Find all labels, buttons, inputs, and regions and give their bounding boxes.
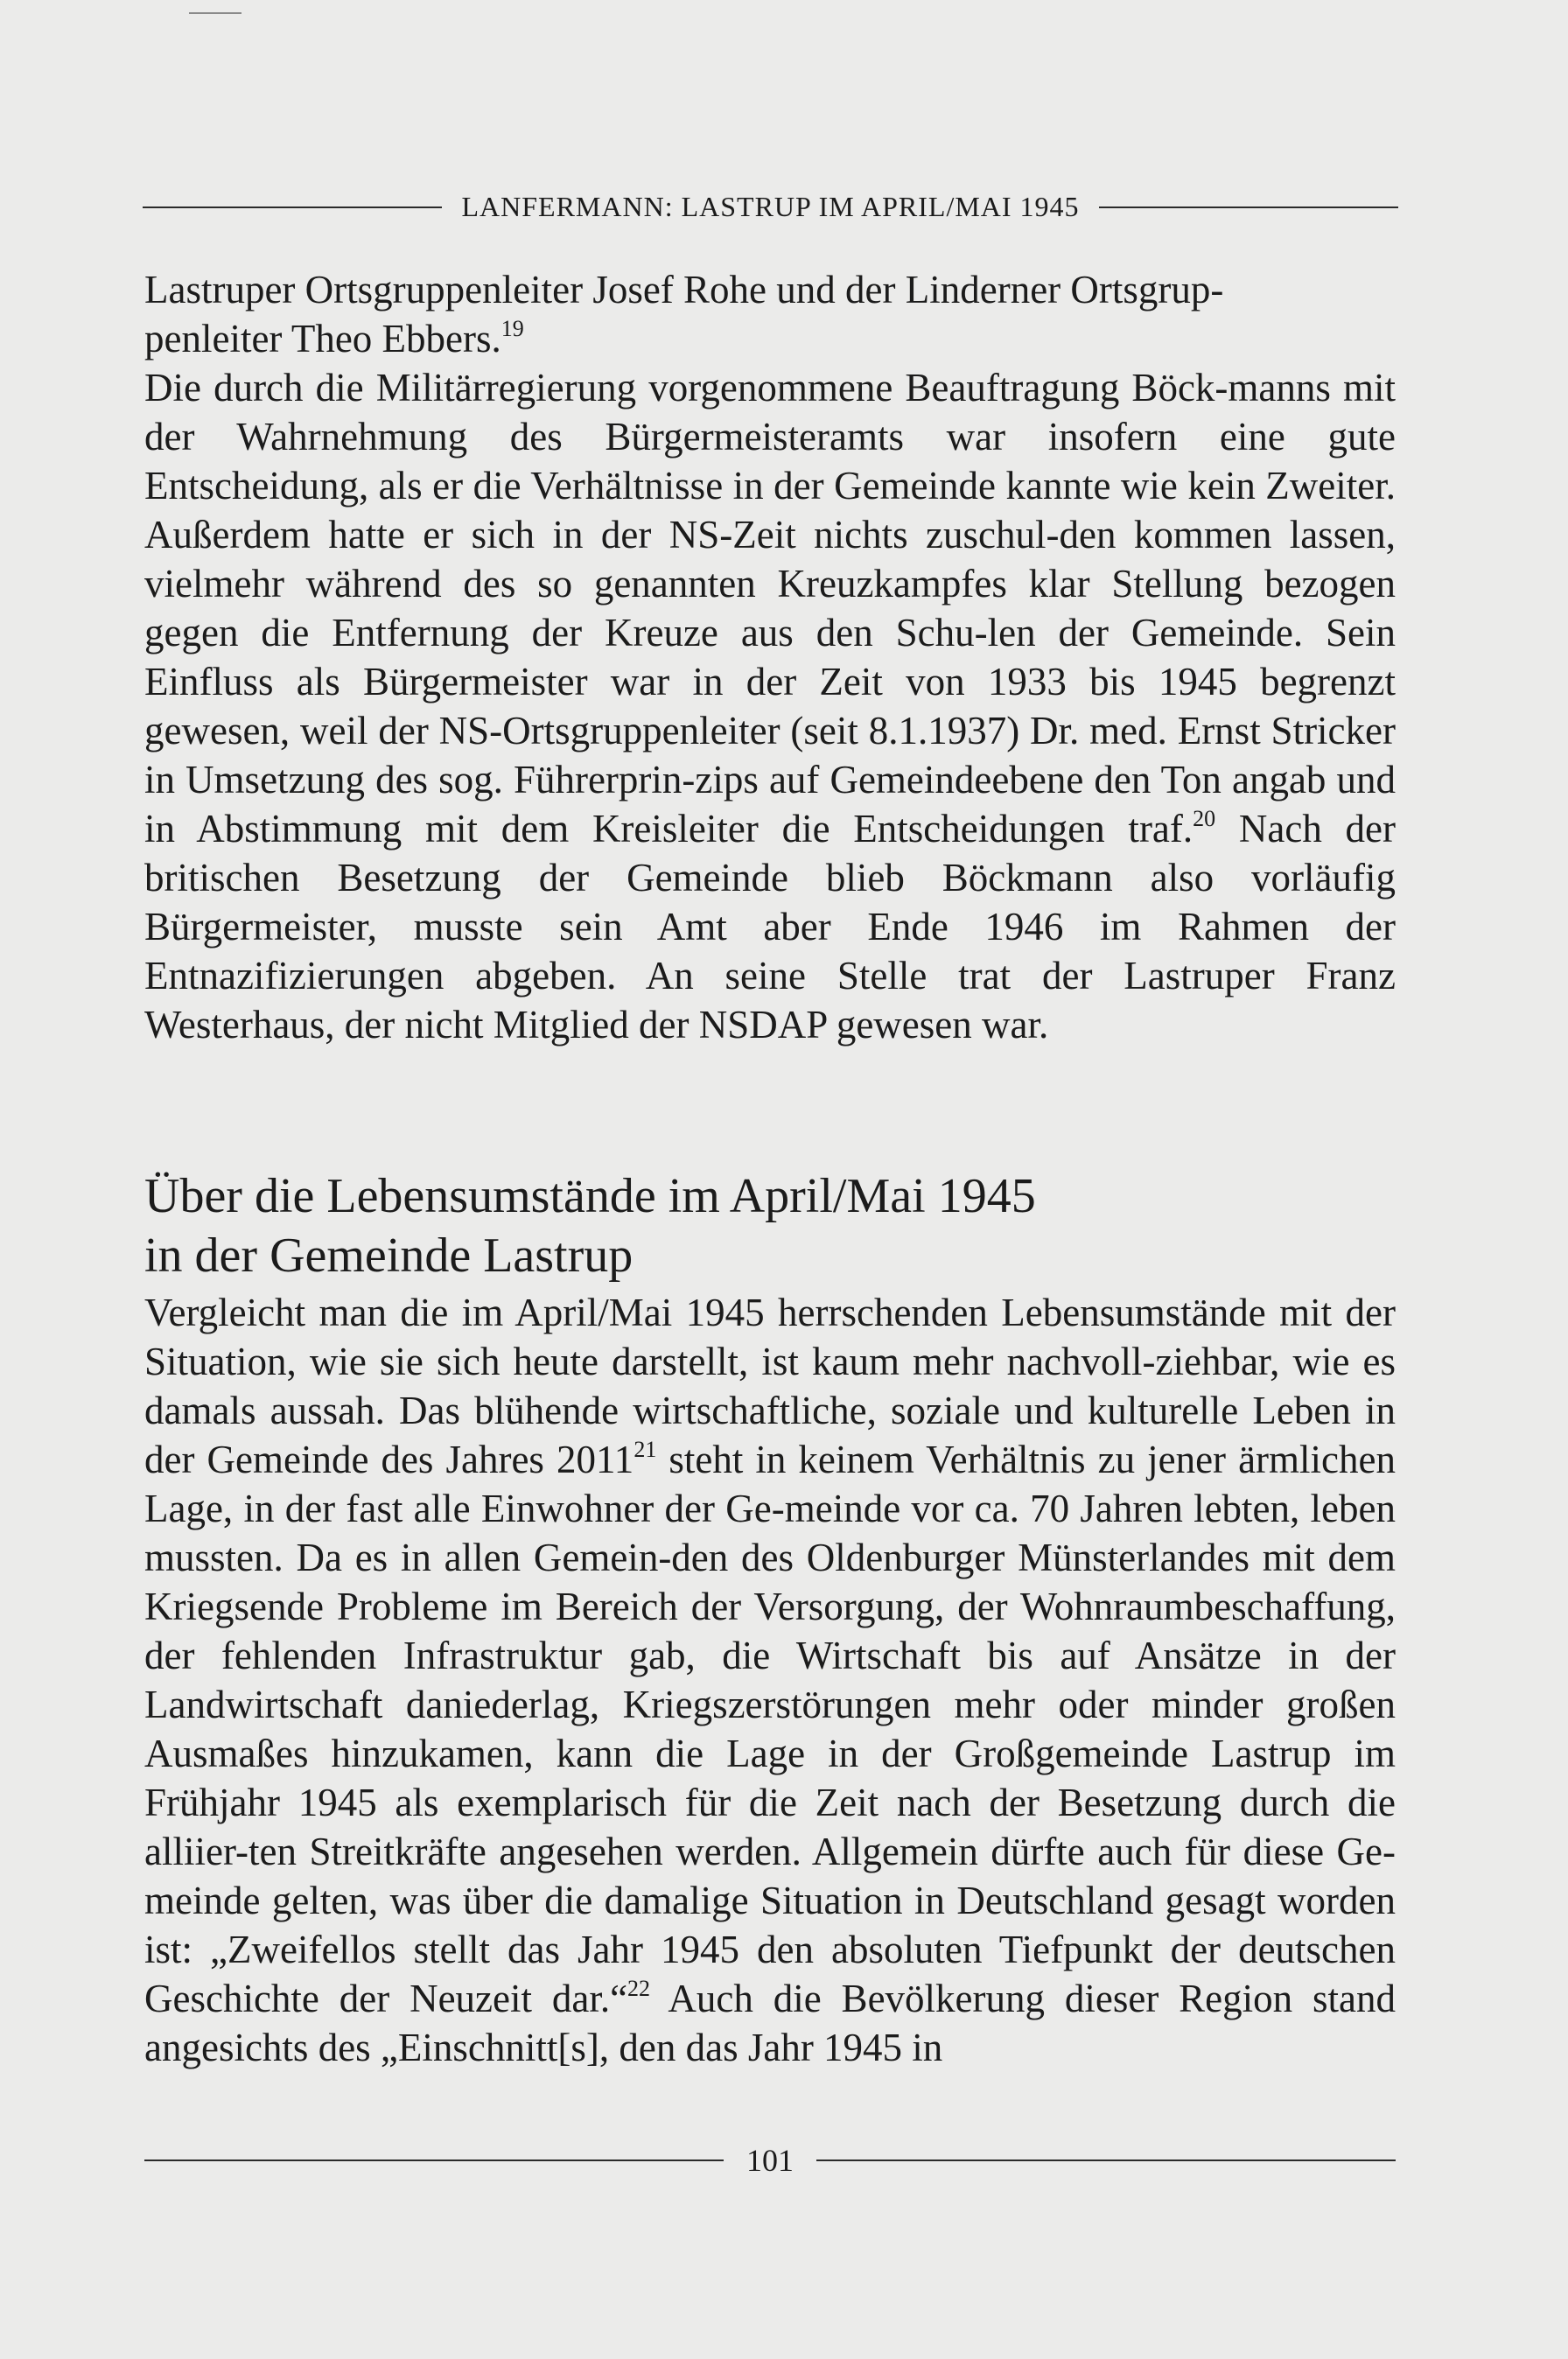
section-text-part-c: Auch die Bevölkerung dieser Region stand angesichts des „Einschnitt[s], den das Jahr 1945 in: [144, 1977, 1396, 2069]
intro-paragraph-1: [144, 265, 1396, 363]
intro-line-1: Lastruper Ortsgruppenleiter Josef Rohe und der Linderner Ortsgrup-: [144, 268, 1224, 312]
running-head: [143, 191, 1398, 223]
intro-line-2: penleiter Theo Ebbers.: [144, 317, 501, 360]
footnote-ref-21: 21: [634, 1437, 657, 1462]
section-heading-line-2: in der Gemeinde Lastrup: [144, 1228, 634, 1283]
section-text-part-a: Vergleicht man die im April/Mai 1945 herrschenden Lebensumstände mit der Situation, wie sie sich heute darstellt, ist kaum mehr nachvoll-ziehbar, wie es damals aussah. Das blühende wirtschaftliche, soziale und kulturelle Leben in der Gemeinde des Jahres 2011: [144, 1291, 1396, 1481]
footnote-ref-22: 22: [627, 1976, 651, 2001]
page-footer: [144, 2142, 1396, 2179]
footnote-ref-20: 20: [1193, 806, 1216, 831]
section-text-part-b: steht in keinem Verhältnis zu jener ärmlichen Lage, in der fast alle Einwohner der Ge-meinde vor ca. 70 Jahren lebten, leben mussten. Da es in allen Gemein-den des Oldenburger Münsterlandes mit dem Kriegsende Probleme im Bereich der Versorgung, der Wohnraumbeschaffung, der fehlenden Infrastruktur gab, die Wirtschaft bis auf Ansätze in der Landwirtschaft daniederlag, Kriegszerstörungen mehr oder minder großen Ausmaßes hinzukamen, kann die Lage in der Großgemeinde Lastrup im Frühjahr 1945 als exemplarisch für die Zeit nach der Besetzung durch die alliier-ten Streitkräfte angesehen werden. Allgemein dürfte auch für diese Ge-meinde gelten, was über die damalige Situation in Deutschland gesagt worden ist: „Zweifellos stellt das Jahr 1945 den absoluten Tiefpunkt der deutschen Geschichte der Neuzeit dar.“: [144, 1438, 1396, 2020]
top-edge-mark: [189, 12, 242, 14]
section-heading: [144, 1166, 1396, 1285]
page-number: 101: [746, 2143, 794, 2178]
section-text: [144, 1288, 1396, 2072]
running-head-rule-right: [1099, 206, 1398, 208]
footer-rule-right: [816, 2160, 1396, 2161]
footer-rule-left: [144, 2160, 724, 2161]
section-heading-line-1: Über die Lebensumstände im April/Mai 1945: [144, 1169, 1036, 1223]
intro-paragraph-2: [144, 363, 1396, 1049]
running-head-title: LANFERMANN: LASTRUP IM APRIL/MAI 1945: [461, 191, 1080, 222]
intro-paragraph-2-continued: Nach der britischen Besetzung der Gemeinde blieb Böckmann also vorläufig Bürgermeister, musste sein Amt aber Ende 1946 im Rahmen der Entnazifizierungen abgeben. An seine Stelle trat der Lastruper Franz Westerhaus, der nicht Mitglied der NSDAP gewesen war.: [144, 807, 1396, 1046]
intro-paragraph-2-text: Die durch die Militärregierung vorgenommene Beauftragung Böck-manns mit der Wahrnehmung des Bürgermeisteramts war insofern eine gute Entscheidung, als er die Verhältnisse in der Gemeinde kannte wie kein Zweiter. Außerdem hatte er sich in der NS-Zeit nichts zuschul-den kommen lassen, vielmehr während des so genannten Kreuzkampfes klar Stellung bezogen gegen die Entfernung der Kreuze aus den Schu-len der Gemeinde. Sein Einfluss als Bürgermeister war in der Zeit von 1933 bis 1945 begrenzt gewesen, weil der NS-Ortsgruppenleiter (seit 8.1.1937) Dr. med. Ernst Stricker in Umsetzung des sog. Führerprin-zips auf Gemeindeebene den Ton angab und in Abstimmung mit dem Kreisleiter die Entscheidungen traf.: [144, 366, 1396, 850]
section-paragraph: [144, 1288, 1396, 2072]
footnote-ref-19: 19: [500, 316, 524, 341]
intro-text: [144, 265, 1396, 1049]
running-head-rule-left: [143, 206, 442, 208]
